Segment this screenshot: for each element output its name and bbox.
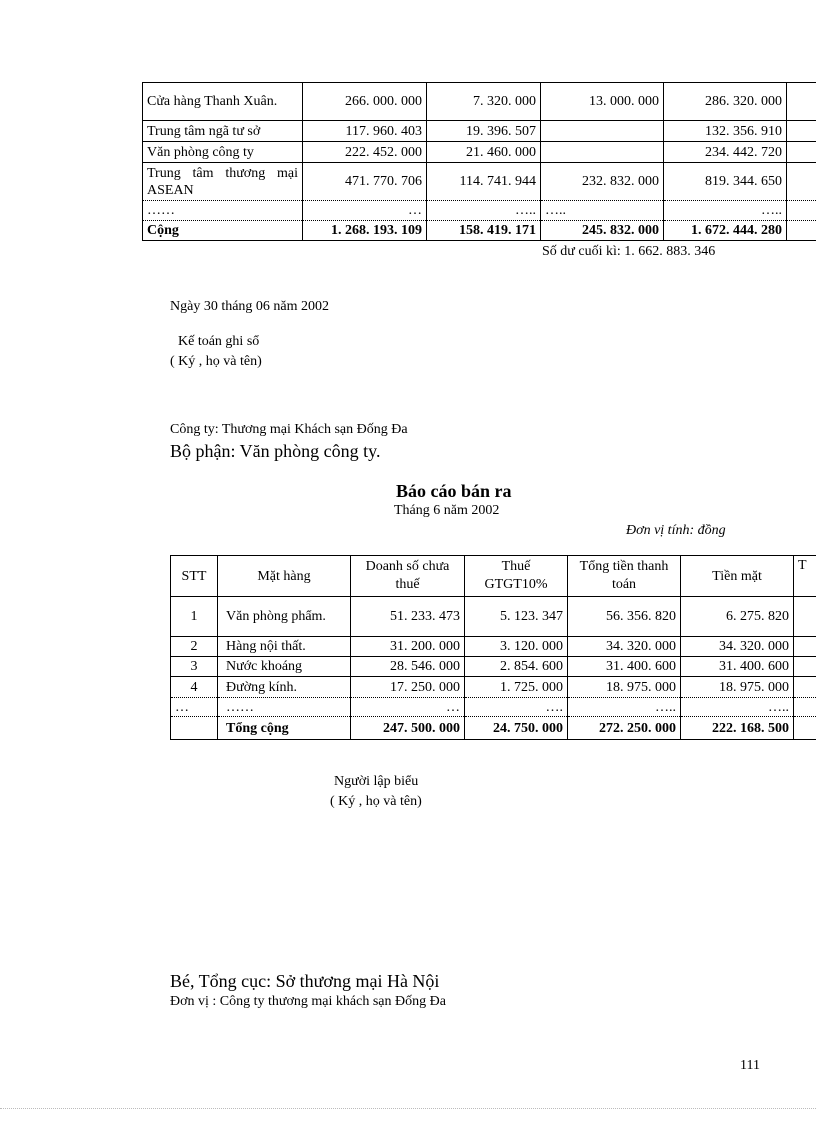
- cell-truncated: [794, 657, 816, 677]
- total-label: Tổng cộng: [218, 717, 351, 740]
- closing-balance: Số dư cuối kì: 1. 662. 883. 346: [542, 244, 716, 259]
- ledger-total-row: [143, 221, 816, 241]
- ledger-table: [142, 82, 816, 241]
- cell-total: 18. 975. 000: [568, 677, 681, 698]
- cell-cash: 34. 320. 000: [681, 637, 794, 657]
- cell-sales: 17. 250. 000: [351, 677, 465, 698]
- cell-sales: 28. 546. 000: [351, 657, 465, 677]
- ledger-cell: 7. 320. 000: [427, 83, 541, 121]
- ledger-cell: [541, 142, 664, 163]
- ledger-cell: [787, 121, 816, 142]
- cell-item: Văn phòng phẩm.: [218, 597, 351, 637]
- ledger-cell: [787, 142, 816, 163]
- ledger-cell: [541, 121, 664, 142]
- ledger-cell: 222. 452. 000: [303, 142, 427, 163]
- cell-total: 56. 356. 820: [568, 597, 681, 637]
- sales-row: [171, 597, 816, 637]
- cell-item: Nước khoáng: [218, 657, 351, 677]
- cell-cash: …..: [681, 698, 794, 717]
- cell-vat: ….: [465, 698, 568, 717]
- total-vat: 24. 750. 000: [465, 717, 568, 740]
- ledger-cell: [787, 221, 816, 241]
- cell-item: Đường kính.: [218, 677, 351, 698]
- cell-truncated: [794, 717, 816, 740]
- ledger-cell: 19. 396. 507: [427, 121, 541, 142]
- sales-row: [171, 637, 816, 657]
- cell-cash: 18. 975. 000: [681, 677, 794, 698]
- header-total: Tổng tiền thanh toán: [568, 556, 681, 597]
- ledger-row: [143, 83, 816, 121]
- preparer-title: Người lập biểu: [334, 774, 419, 789]
- cell-stt: 3: [171, 657, 218, 677]
- preparer-signature-note: ( Ký , họ và tên): [330, 794, 422, 809]
- ledger-cell: 117. 960. 403: [303, 121, 427, 142]
- ledger-cell: 21. 460. 000: [427, 142, 541, 163]
- sales-row: [171, 698, 816, 717]
- cell-truncated: [794, 597, 816, 637]
- header-cash: Tiền mặt: [681, 556, 794, 597]
- cell-vat: 2. 854. 600: [465, 657, 568, 677]
- total-cash: 222. 168. 500: [681, 717, 794, 740]
- ledger-cell: [787, 163, 816, 201]
- sales-row: [171, 677, 816, 698]
- ledger-row: [143, 163, 816, 201]
- ledger-cell: 819. 344. 650: [664, 163, 787, 201]
- cell-total: 31. 400. 600: [568, 657, 681, 677]
- sales-row: [171, 657, 816, 677]
- ledger-cell-name: Văn phòng công ty: [143, 142, 303, 163]
- cell-sales: 31. 200. 000: [351, 637, 465, 657]
- header-item: Mặt hàng: [218, 556, 351, 597]
- sales-report-table: [170, 555, 816, 740]
- ledger-cell: …..: [541, 201, 664, 221]
- cell-cash: 6. 275. 820: [681, 597, 794, 637]
- accountant-signature-note: ( Ký , họ và tên): [170, 354, 262, 369]
- ledger-cell: [787, 201, 816, 221]
- date-line: Ngày 30 tháng 06 năm 2002: [170, 299, 330, 314]
- cell-vat: 5. 123. 347: [465, 597, 568, 637]
- ledger-cell: 471. 770. 706: [303, 163, 427, 201]
- ledger-cell-name: Trung tâm ngã tư sở: [143, 121, 303, 142]
- cell-total: …..: [568, 698, 681, 717]
- ledger-cell: [787, 83, 816, 121]
- ledger-total-label: Cộng: [143, 221, 303, 241]
- unit-org-line: Đơn vị : Công ty thương mại khách sạn Đống Đa: [170, 994, 446, 1009]
- ledger-cell: 266. 000. 000: [303, 83, 427, 121]
- cell-item: ……: [218, 698, 351, 717]
- total-amount: 272. 250. 000: [568, 717, 681, 740]
- cell-total: 34. 320. 000: [568, 637, 681, 657]
- cell-cash: 31. 400. 600: [681, 657, 794, 677]
- ledger-total-cell: 1. 268. 193. 109: [303, 221, 427, 241]
- cell-truncated: [794, 637, 816, 657]
- ledger-cell: 132. 356. 910: [664, 121, 787, 142]
- ledger-cell-name: ……: [143, 201, 303, 221]
- report-title: Báo cáo bán ra: [396, 481, 512, 501]
- page-bottom-rule: [0, 1108, 816, 1109]
- cell-vat: 1. 725. 000: [465, 677, 568, 698]
- cell-sales: 51. 233. 473: [351, 597, 465, 637]
- ledger-row: [143, 201, 816, 221]
- header-truncated: T: [794, 556, 816, 597]
- cell-truncated: [794, 677, 816, 698]
- cell-item: Hàng nội thất.: [218, 637, 351, 657]
- ledger-cell-name: Cửa hàng Thanh Xuân.: [143, 83, 303, 121]
- page-number: 111: [740, 1058, 760, 1073]
- ledger-cell: 114. 741. 944: [427, 163, 541, 201]
- ledger-cell-name: Trung tâm thương mại ASEAN: [143, 163, 303, 201]
- cell-stt: [171, 717, 218, 740]
- ledger-total-cell: 1. 672. 444. 280: [664, 221, 787, 241]
- ledger-total-cell: 245. 832. 000: [541, 221, 664, 241]
- unit-line: Đơn vị tính: đồng: [626, 523, 726, 538]
- cell-sales: …: [351, 698, 465, 717]
- report-period: Tháng 6 năm 2002: [394, 503, 500, 518]
- company-line: Công ty: Thương mại Khách sạn Đống Đa: [170, 422, 408, 437]
- department-line: Bộ phận: Văn phòng công ty.: [170, 441, 381, 461]
- ledger-cell: 234. 442. 720: [664, 142, 787, 163]
- sales-total-row: [171, 717, 816, 740]
- header-sales: Doanh số chưa thuế: [351, 556, 465, 597]
- cell-stt: …: [171, 698, 218, 717]
- header-vat: Thuế GTGT10%: [465, 556, 568, 597]
- cell-stt: 4: [171, 677, 218, 698]
- cell-vat: 3. 120. 000: [465, 637, 568, 657]
- ministry-line: Bé, Tổng cục: Sở thương mại Hà Nội: [170, 971, 440, 991]
- ledger-cell: 232. 832. 000: [541, 163, 664, 201]
- sales-header-row: [171, 556, 816, 597]
- cell-stt: 1: [171, 597, 218, 637]
- ledger-cell: 13. 000. 000: [541, 83, 664, 121]
- ledger-row: [143, 142, 816, 163]
- ledger-cell: 286. 320. 000: [664, 83, 787, 121]
- ledger-cell: …..: [427, 201, 541, 221]
- cell-stt: 2: [171, 637, 218, 657]
- cell-truncated: [794, 698, 816, 717]
- total-sales: 247. 500. 000: [351, 717, 465, 740]
- ledger-row: [143, 121, 816, 142]
- ledger-total-cell: 158. 419. 171: [427, 221, 541, 241]
- accountant-title: Kế toán ghi sổ: [178, 334, 260, 349]
- header-stt: STT: [171, 556, 218, 597]
- ledger-cell: …: [303, 201, 427, 221]
- ledger-cell: …..: [664, 201, 787, 221]
